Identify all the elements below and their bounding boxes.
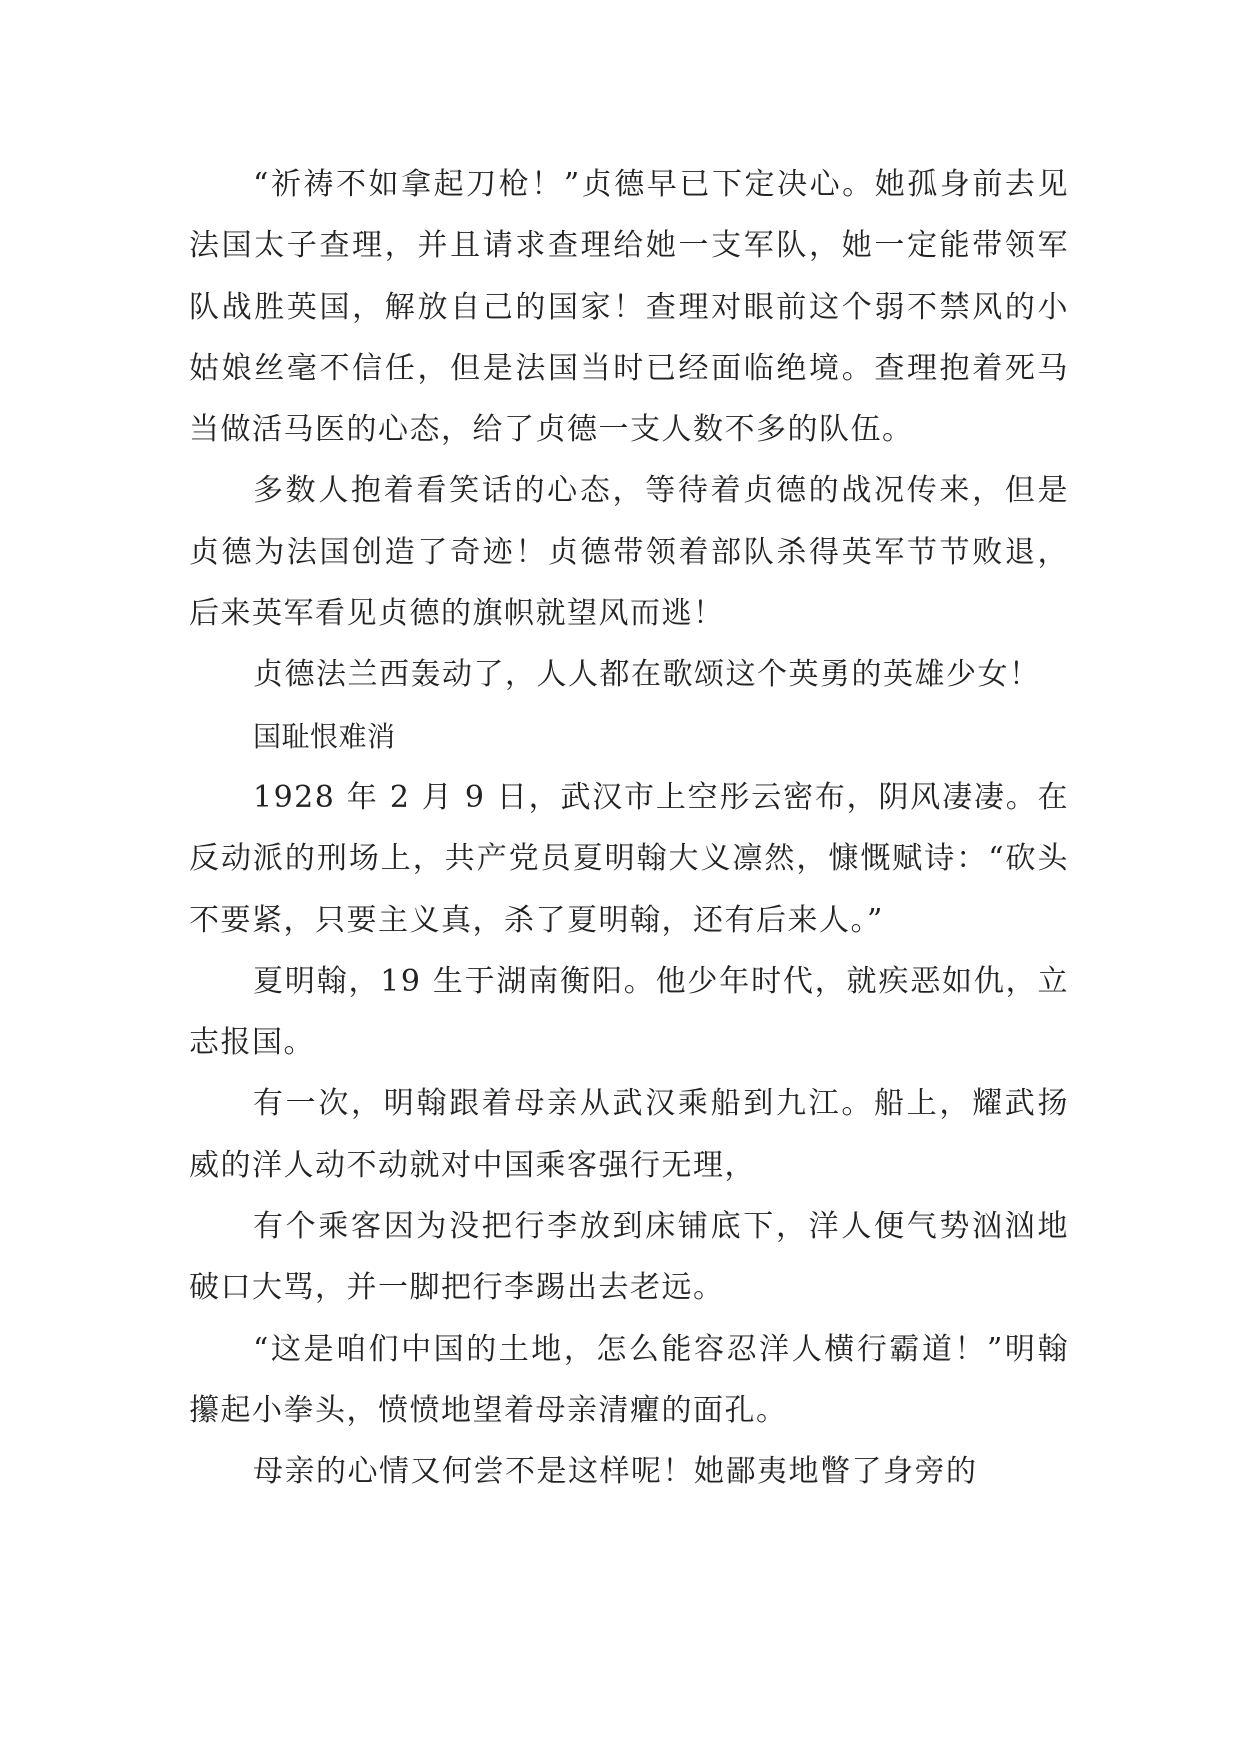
- paragraph: 母亲的心情又何尝不是这样呢！她鄙夷地瞥了身旁的: [253, 1454, 978, 1490]
- paragraph: 夏明翰，19 生于湖南衡阳。他少年时代，就疾恶如仇，立志报国。: [189, 963, 1069, 1061]
- paragraph: 有一次，明翰跟着母亲从武汉乘船到九江。船上，耀武扬威的洋人动不动就对中国乘客强行无理，: [189, 1086, 1069, 1183]
- document-body: [189, 154, 1069, 1503]
- paragraph: 多数人抱着看笑话的心态，等待着贞德的战况传来，但是贞德为法国创造了奇迹！贞德带领着部队杀得英军节节败退，后来英军看见贞德的旗帜就望风而逃！: [189, 473, 1069, 632]
- paragraph: “祈祷不如拿起刀枪！”贞德早已下定决心。她孤身前去见法国太子查理，并且请求查理给她一支军队，她一定能带领军队战胜英国，解放自己的国家！查理对眼前这个弱不禁风的小姑娘丝毫不信任，但是法国当时已经面临绝境。查理抱着死马当做活马医的心态，给了贞德一支人数不多的队伍。: [189, 167, 1069, 448]
- paragraph: 1928 年 2 月 9 日，武汉市上空彤云密布，阴风凄凄。在反动派的刑场上，共产党员夏明翰大义凛然，慷慨赋诗：“砍头不要紧，只要主义真，杀了夏明翰，还有后来人。”: [189, 779, 1069, 938]
- section-heading: 国耻恨难消: [253, 719, 396, 753]
- paragraph: “这是咱们中国的土地，怎么能容忍洋人横行霸道！”明翰攥起小拳头，愤愤地望着母亲清癯的面孔。: [189, 1331, 1069, 1428]
- paragraph: 有个乘客因为没把行李放到床铺底下，洋人便气势汹汹地破口大骂，并一脚把行李踢出去老远。: [189, 1209, 1069, 1306]
- paragraph: 贞德法兰西轰动了，人人都在歌颂这个英勇的英雄少女！: [253, 657, 1041, 693]
